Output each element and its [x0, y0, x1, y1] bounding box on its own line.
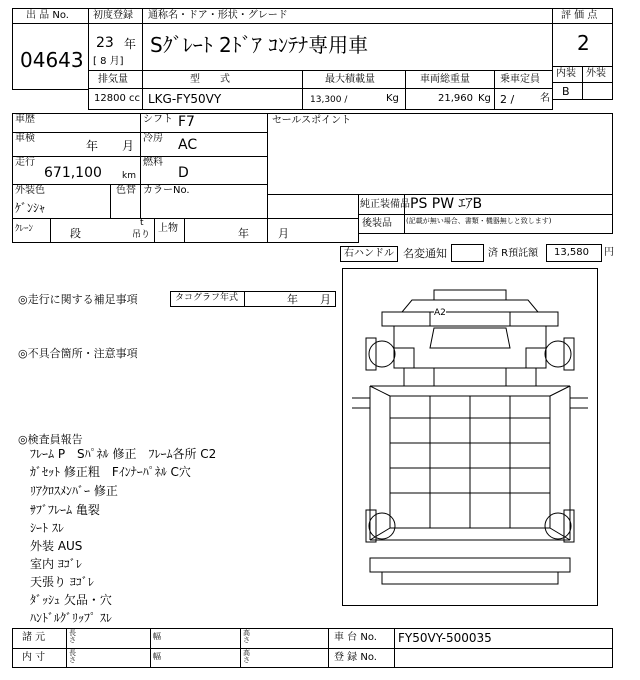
crane-ton: t: [140, 218, 144, 228]
grade-score: 2: [577, 31, 590, 55]
color-label: 外装色: [15, 185, 45, 196]
inspector-report-label: ◎検査員報告: [18, 433, 83, 446]
steering: 右ハンドル: [344, 248, 394, 259]
interior-grade: B: [562, 85, 570, 98]
first-reg-month: [ 8 月]: [93, 56, 124, 67]
capacity: 2 /: [500, 93, 515, 106]
recycle-amount: 13,580: [554, 247, 589, 258]
first-reg-year-unit: 年: [124, 37, 137, 51]
upper-body-year: 年: [238, 227, 249, 240]
tachograph-year: 年: [287, 293, 298, 306]
shift-label: シフト: [143, 114, 173, 125]
name-change-box: [451, 244, 484, 262]
name-change-label: 名変通知: [403, 247, 447, 260]
shift: F7: [178, 114, 195, 130]
color-no-label: カラーNo.: [143, 185, 190, 196]
mileage-label: 走行: [15, 157, 35, 168]
gross-weight: 21,960: [438, 93, 473, 104]
equipment-label: 純正装備品: [360, 199, 410, 210]
upper-body-month: 月: [278, 227, 289, 240]
upper-body-label: 上物: [158, 223, 178, 234]
damage-mark-a2: A2: [434, 308, 446, 318]
chassis-no: FY50VY-500035: [398, 631, 492, 645]
fuel-label: 燃料: [143, 157, 163, 168]
color-change-label: 色替: [116, 185, 136, 196]
defects-label: ◎不具合箇所・注意事項: [18, 347, 138, 360]
report-line-7: 室内 ﾖｺﾞﾚ: [30, 557, 82, 571]
gross-weight-unit: Kg: [478, 93, 491, 104]
lot-no-label: 出 品 No.: [26, 10, 69, 21]
report-line-1: ﾌﾚｰﾑ P Sﾊﾟﾈﾙ 修正 ﾌﾚｰﾑ各所 C2: [30, 447, 217, 461]
tachograph-label: タコグラフ年式: [175, 293, 239, 303]
inspection-month: 月: [122, 139, 135, 153]
interior-height-label: 高さ: [243, 649, 250, 664]
model-code-label: 型 式: [190, 74, 230, 85]
dimensions-label: 諸 元: [22, 632, 46, 643]
ac-label: 冷房: [143, 133, 163, 144]
lot-no: 04643: [20, 48, 84, 72]
tachograph-month: 月: [320, 293, 331, 306]
grade-label: 評 価 点: [561, 10, 598, 21]
ac: AC: [178, 137, 198, 153]
max-load: 13,300 /: [310, 95, 348, 105]
length-label: 長さ: [69, 629, 76, 644]
max-load-unit: Kg: [386, 93, 399, 104]
report-line-5: ｼｰﾄ ｽﾚ: [30, 521, 64, 535]
report-line-2: ｶﾞｾｯﾄ 修正粗 Fｲﾝﾅｰﾊﾟﾈﾙ C穴: [30, 465, 191, 479]
aftermarket-label: 後装品: [362, 218, 392, 229]
displacement: 12800 cc: [94, 93, 140, 104]
report-line-6: 外装 AUS: [30, 539, 83, 553]
registration-no-label: 登 録 No.: [334, 652, 377, 663]
capacity-label: 乗車定員: [500, 74, 540, 85]
report-line-9: ﾀﾞｯｼｭ 欠品・穴: [30, 593, 112, 607]
inspection-label: 車検: [15, 133, 35, 144]
report-line-4: ｻﾌﾞﾌﾚｰﾑ 亀裂: [30, 503, 100, 517]
first-reg-label: 初度登録: [93, 10, 133, 21]
recycle-unit: 円: [604, 247, 614, 258]
capacity-unit: 名: [540, 93, 550, 104]
report-line-3: ﾘｱｸﾛｽﾒﾝﾊﾞｰ 修正: [30, 484, 118, 498]
mileage: 671,100: [44, 165, 102, 181]
equipment: PS PW ｴｱB: [410, 196, 483, 212]
crane-stage: 段: [70, 227, 81, 240]
chassis-no-label: 車 台 No.: [334, 632, 377, 643]
inspection-year: 年: [86, 139, 99, 153]
first-reg-year: 23: [96, 35, 114, 51]
truck-diagram: [342, 268, 598, 606]
fuel: D: [178, 165, 189, 181]
recycle-label: 済 R預託額: [488, 248, 539, 259]
driving-notes-label: ◎走行に関する補足事項: [18, 293, 138, 306]
displacement-label: 排気量: [98, 74, 128, 85]
sales-point-label: セールスポイント: [272, 115, 352, 126]
crane-hoist: 吊り: [132, 230, 151, 240]
history-label: 車歴: [15, 114, 35, 125]
model-name: Sｸﾞﾚｰﾄ 2ﾄﾞｱ ｺﾝﾃﾅ専用車: [150, 33, 369, 57]
mileage-unit: km: [122, 171, 136, 181]
color: ｹﾞﾝｼｬ: [15, 201, 46, 215]
gross-weight-label: 車両総重量: [420, 74, 470, 85]
aftermarket-note: (記載が無い場合、書類・機器無しと致します): [406, 217, 552, 225]
interior-dimensions-label: 内 寸: [22, 652, 46, 663]
interior-width-label: 幅: [153, 652, 161, 661]
exterior-grade-label: 外装: [586, 68, 606, 79]
width-label: 幅: [153, 632, 161, 641]
model-name-label: 通称名・ドア・形状・グレード: [148, 10, 288, 21]
report-line-10: ﾊﾝﾄﾞﾙｸﾞﾘｯﾌﾟ ｽﾚ: [30, 611, 112, 625]
interior-length-label: 長さ: [69, 649, 76, 664]
interior-grade-label: 内装: [556, 68, 576, 79]
crane-label: ｸﾚｰﾝ: [15, 224, 34, 234]
report-line-8: 天張り ﾖｺﾞﾚ: [30, 575, 94, 589]
height-label: 高さ: [243, 629, 250, 644]
model-code: LKG-FY50VY: [148, 92, 222, 106]
max-load-label: 最大積載量: [325, 74, 375, 85]
